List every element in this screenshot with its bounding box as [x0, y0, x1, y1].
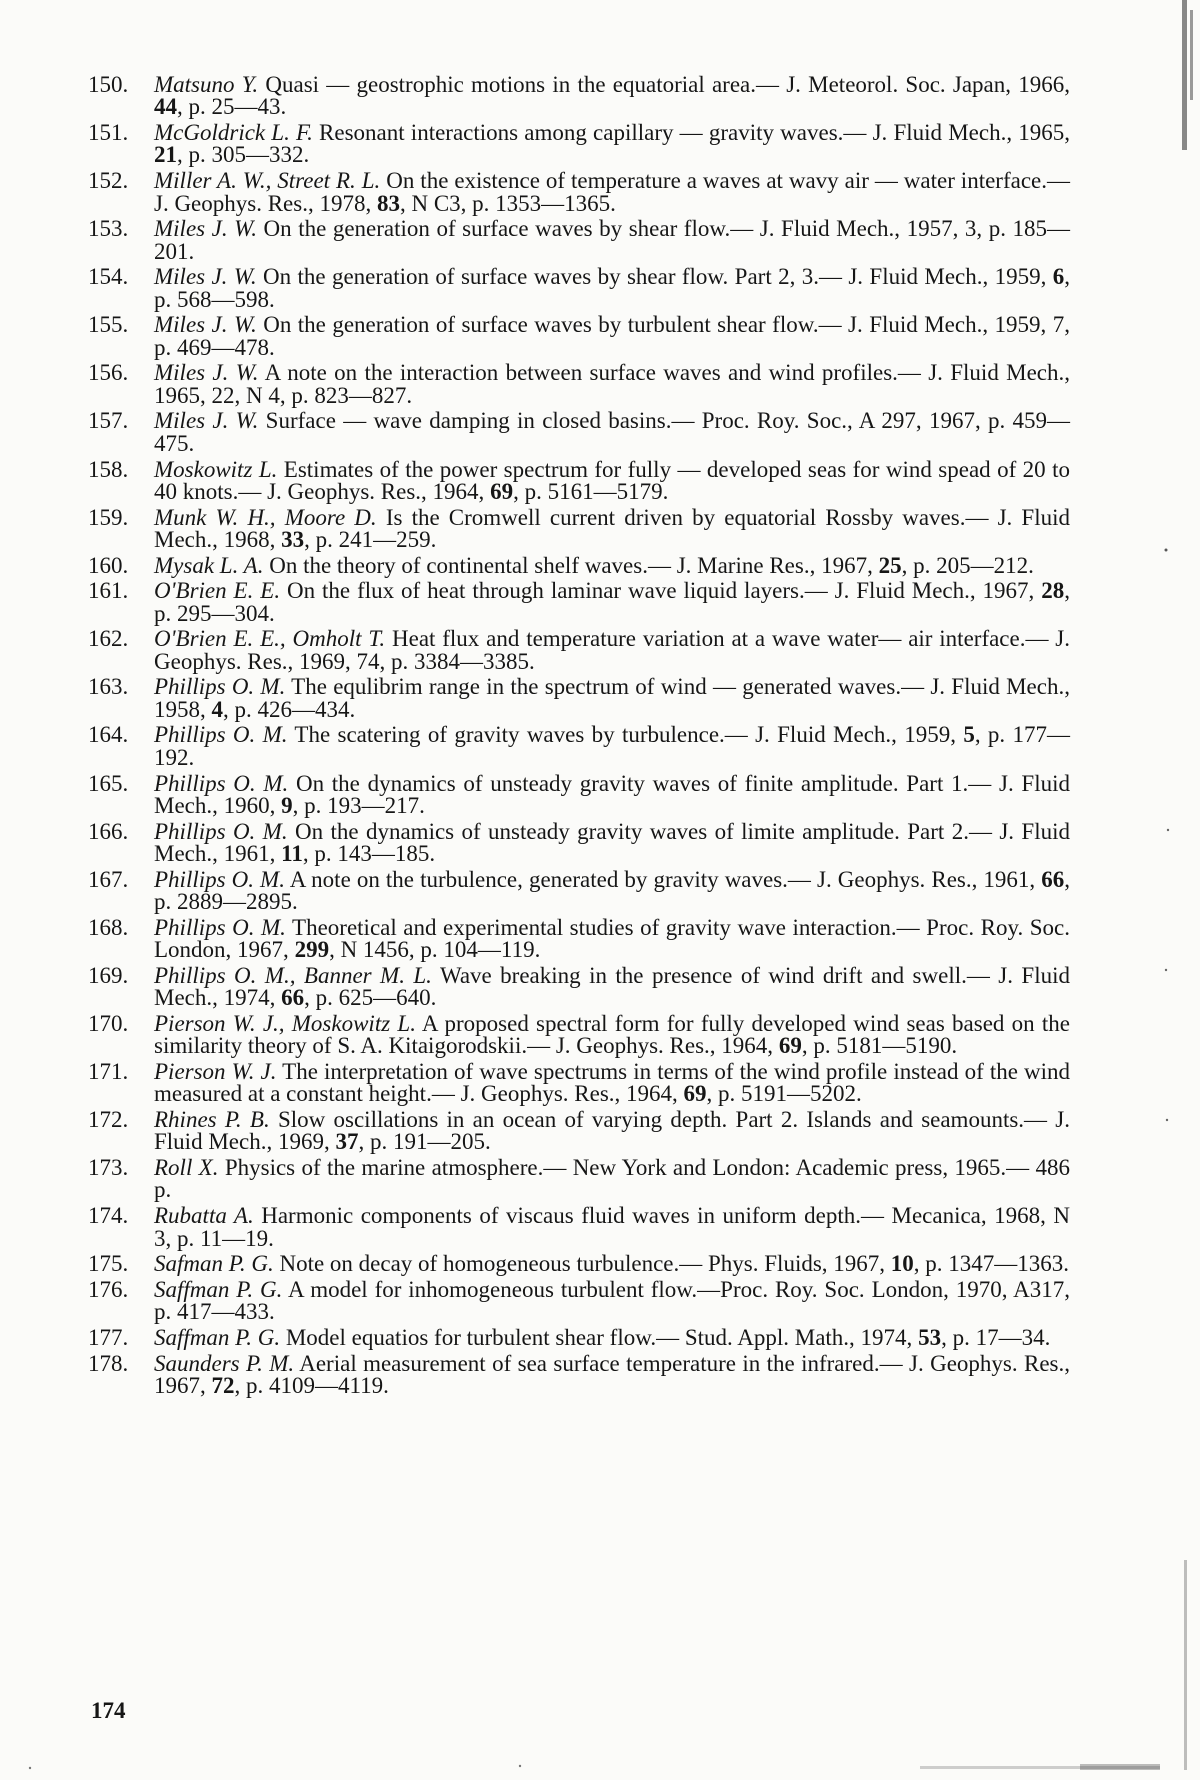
reference-volume: 44 [154, 94, 177, 120]
reference-text: Aerial measurement of sea surface temperature in the infrared.— J. Geophys. Res., 1967, [154, 1350, 1070, 1398]
reference-text: , p. 191—205. [358, 1129, 491, 1155]
reference-item [88, 724, 1070, 769]
reference-volume: 25 [878, 552, 902, 578]
reference-authors: Phillips O. M., Banner M. L. [154, 962, 432, 988]
reference-volume: 66 [281, 985, 305, 1011]
reference-authors: Phillips O. M. [154, 818, 288, 844]
reference-volume: 83 [376, 190, 400, 216]
reference-volume: 69 [683, 1081, 707, 1107]
reference-text: On the dynamics of unsteady gravity waves of finite amplitude. Part 1.— J. Fluid Mech., 1960, [154, 770, 1070, 818]
reference-number: 162. [88, 626, 129, 652]
reference-text: , p. 5181—5190. [801, 1033, 958, 1059]
reference-item [88, 676, 1070, 721]
reference-text: , p. 5161—5179. [513, 478, 669, 504]
reference-volume: 5 [963, 722, 975, 748]
reference-text: On the generation of surface waves by shear flow. Part 2, 3.— J. Fluid Mech., 1959, [256, 264, 1053, 290]
reference-item [88, 456, 1070, 504]
reference-item [88, 504, 1070, 552]
reference-authors: Miles J. W. [154, 216, 257, 242]
reference-volume: 72 [211, 1372, 235, 1398]
reference-item [88, 170, 1070, 215]
reference-volume: 53 [918, 1324, 942, 1350]
reference-text: Theoretical and experimental studies of gravity wave interaction.— Proc. Roy. Soc. London, 1967, [154, 914, 1070, 963]
reference-item [88, 122, 1070, 167]
reference-item [88, 914, 1070, 963]
reference-text: On the existence of temperature a waves at wavy air — water interface.— J. Geophys. Res., 1978, [154, 168, 1070, 216]
reference-authors: Rhines P. B. [154, 1106, 270, 1132]
reference-text: , p. 241—259. [304, 526, 437, 552]
reference-text: Heat flux and temperature variation at a wave water— air interface.— J. Geophys. Res., 1969, 74, p. 3384—3385. [154, 626, 1071, 674]
reference-authors: O'Brien E. E., Omholt T. [154, 626, 386, 652]
reference-text: A note on the interaction between surface waves and wind profiles.— J. Fluid Mech., 1965, 22, N 4, p. 823—827. [154, 360, 1071, 408]
reference-number: 160. [88, 552, 129, 578]
reference-authors: Saffman P. G. [154, 1324, 281, 1350]
reference-authors: Phillips O. M. [154, 770, 289, 796]
reference-number: 170. [88, 1010, 129, 1036]
reference-text: Estimates of the power spectrum for fully — developed seas for wind spead of 20 to 40 knots.— J. Geophys. Res., 1964, [154, 456, 1070, 504]
reference-text: , p. 2889—2895. [154, 866, 1070, 915]
reference-item [88, 1205, 1070, 1250]
reference-item [88, 266, 1070, 311]
reference-volume: 10 [890, 1251, 914, 1277]
reference-authors: Phillips O. M. [154, 914, 286, 940]
reference-volume: 299 [294, 937, 330, 963]
page-number: 174 [91, 1698, 126, 1723]
reference-number: 178. [88, 1350, 129, 1376]
reference-item [88, 1276, 1070, 1325]
reference-volume: 28 [1041, 578, 1065, 604]
reference-item [88, 314, 1070, 359]
reference-text: , p. 625—640. [304, 985, 437, 1011]
reference-volume: 21 [154, 142, 177, 168]
reference-text: The equlibrim range in the spectrum of wind — generated waves.— J. Fluid Mech., 1958, [154, 674, 1070, 722]
reference-text: On the flux of heat through laminar wave liquid layers.— J. Fluid Mech., 1967, [280, 578, 1042, 604]
reference-number: 176. [88, 1276, 129, 1302]
reference-text: Is the Cromwell current driven by equatorial Rossby waves.— J. Fluid Mech., 1968, [154, 504, 1070, 552]
reference-number: 174. [88, 1203, 129, 1229]
reference-item [88, 1010, 1070, 1059]
reference-text: The interpretation of wave spectrums in terms of the wind profile instead of the wind measured at a constant height.— J. Geophys. Res., 1964, [154, 1058, 1071, 1107]
reference-number: 169. [88, 962, 129, 988]
reference-text: Quasi — geostrophic motions in the equatorial area.— J. Meteorol. Soc. Japan, 1966, [258, 72, 1070, 97]
reference-item [88, 962, 1070, 1011]
reference-item [88, 770, 1070, 818]
reference-number: 168. [88, 914, 129, 940]
reference-number: 173. [88, 1155, 129, 1181]
reference-authors: Roll X. [154, 1155, 219, 1181]
reference-number: 163. [88, 674, 129, 700]
reference-text: On the theory of continental shelf waves.— J. Marine Res., 1967, [263, 552, 879, 578]
reference-text: , p. 1347—1363. [913, 1251, 1070, 1277]
reference-item [88, 362, 1070, 407]
reference-number: 172. [88, 1106, 129, 1132]
reference-text: , N 1456, p. 104—119. [329, 937, 541, 963]
scan-bottom-noise [0, 1754, 1200, 1780]
reference-number: 155. [88, 312, 129, 338]
reference-number: 164. [88, 722, 129, 748]
reference-item [88, 1058, 1071, 1107]
reference-text: Surface — wave damping in closed basins.— Proc. Roy. Soc., A 297, 1967, p. 459—475. [154, 408, 1070, 456]
reference-text: , N C3, p. 1353—1365. [399, 190, 616, 216]
reference-volume: 69 [778, 1033, 802, 1059]
reference-authors: Mysak L. A. [154, 552, 264, 578]
reference-item [88, 1106, 1070, 1155]
reference-item [88, 1157, 1070, 1202]
reference-authors: Miles J. W. [154, 408, 259, 434]
scan-edge-noise [1160, 0, 1200, 1780]
reference-authors: Phillips O. M. [154, 722, 288, 748]
reference-authors: Moskowitz L. [154, 456, 278, 482]
reference-number: 177. [88, 1324, 129, 1350]
reference-text: Wave breaking in the presence of wind drift and swell.— J. Fluid Mech., 1974, [154, 962, 1070, 1011]
reference-authors: Saffman P. G. [154, 1276, 283, 1302]
reference-text: On the generation of surface waves by turbulent shear flow.— J. Fluid Mech., 1959, 7, p. 469—478. [154, 312, 1070, 360]
reference-text: , p. 295—304. [154, 578, 1070, 626]
reference-text: Harmonic components of viscaus fluid waves in uniform depth.— Mecanica, 1968, N 3, p. 11—19. [154, 1203, 1070, 1251]
reference-authors: Safman P. G. [154, 1251, 274, 1277]
reference-volume: 33 [281, 526, 305, 552]
reference-number: 165. [88, 770, 129, 796]
reference-item [88, 818, 1070, 866]
reference-text: On the generation of surface waves by shear flow.— J. Fluid Mech., 1957, 3, p. 185—201. [154, 216, 1070, 264]
reference-number: 159. [88, 504, 129, 530]
reference-volume: 11 [281, 841, 303, 866]
reference-text: Note on decay of homogeneous turbulence.— Phys. Fluids, 1967, [273, 1251, 891, 1277]
reference-authors: Miles J. W. [154, 264, 257, 290]
reference-item [88, 1253, 1070, 1275]
reference-number: 171. [88, 1058, 129, 1084]
reference-number: 151. [88, 120, 129, 146]
reference-number: 158. [88, 456, 129, 482]
reference-number: 166. [88, 818, 129, 844]
reference-number: 157. [88, 408, 129, 434]
reference-item [88, 1350, 1070, 1398]
reference-item [88, 74, 1070, 119]
reference-text: , p. 568—598. [154, 264, 1071, 312]
reference-volume: 9 [281, 792, 293, 818]
reference-authors: Saunders P. M. [154, 1350, 295, 1376]
reference-authors: Miller A. W., Street R. L. [154, 168, 381, 194]
reference-authors: Miles J. W. [154, 360, 259, 386]
reference-item [88, 866, 1070, 915]
reference-text: , p. 17—34. [941, 1324, 1051, 1350]
reference-authors: McGoldrick L. F. [154, 120, 313, 146]
reference-authors: Matsuno Y. [154, 72, 259, 97]
reference-volume: 66 [1041, 866, 1065, 892]
reference-text: , p. 193—217. [292, 792, 425, 818]
reference-text: , p. 305—332. [177, 142, 310, 168]
reference-authors: Miles J. W. [154, 312, 257, 338]
reference-authors: Rubatta A. [154, 1203, 254, 1229]
reference-text: , p. 426—434. [223, 696, 356, 722]
reference-item [88, 580, 1070, 625]
reference-number: 153. [88, 216, 129, 242]
reference-text: The scatering of gravity waves by turbulence.— J. Fluid Mech., 1959, [287, 722, 964, 748]
reference-number: 161. [88, 578, 129, 604]
reference-volume: 6 [1052, 264, 1065, 290]
reference-text: Slow oscillations in an ocean of varying depth. Part 2. Islands and seamounts.— J. Fluid Mech., 1969, [154, 1106, 1070, 1155]
reference-text: Physics of the marine atmosphere.— New York and London: Academic press, 1965.— 486 p. [154, 1155, 1070, 1203]
reference-authors: Phillips O. M. [154, 866, 285, 892]
reference-number: 154. [88, 264, 129, 290]
reference-authors: Pierson W. J., Moskowitz L. [154, 1010, 416, 1036]
reference-number: 152. [88, 168, 129, 194]
reference-item [88, 628, 1070, 673]
reference-authors: Phillips O. M. [154, 674, 286, 700]
reference-text: , p. 5191—5202. [706, 1081, 862, 1107]
reference-text: A proposed spectral form for fully developed wind seas based on the similarity theory of S. A. Kitaigorodskii.— J. Geophys. Res., 1964, [154, 1010, 1070, 1059]
reference-item [88, 1324, 1070, 1350]
reference-number: 167. [88, 866, 129, 892]
reference-authors: Munk W. H., Moore D. [154, 504, 377, 530]
reference-item [88, 410, 1070, 455]
reference-text: , p. 205—212. [901, 552, 1034, 578]
reference-volume: 69 [490, 478, 514, 504]
reference-item [88, 218, 1070, 263]
reference-item [88, 552, 1070, 578]
reference-volume: 37 [335, 1129, 359, 1155]
reference-authors: O'Brien E. E. [154, 578, 281, 604]
reference-text: A note on the turbulence, generated by gravity waves.— J. Geophys. Res., 1961, [284, 866, 1042, 892]
reference-text: , p. 25—43. [177, 94, 287, 120]
reference-text: A model for inhomogeneous turbulent flow.—Proc. Roy. Soc. London, 1970, A317, p. 417—433. [154, 1276, 1070, 1325]
reference-number: 150. [88, 72, 129, 97]
reference-text: Model equatios for turbulent shear flow.— Stud. Appl. Math., 1974, [280, 1324, 919, 1350]
reference-list [88, 74, 1070, 1401]
reference-text: , p. 4109—4119. [234, 1372, 389, 1398]
reference-text: On the dynamics of unsteady gravity waves of limite amplitude. Part 2.— J. Fluid Mech., 1961, [154, 818, 1070, 866]
reference-volume: 4 [211, 696, 223, 722]
reference-text: , p. 143—185. [302, 841, 436, 866]
reference-number: 156. [88, 360, 129, 386]
reference-number: 175. [88, 1251, 129, 1277]
reference-text: Resonant interactions among capillary — gravity waves.— J. Fluid Mech., 1965, [312, 120, 1070, 146]
reference-text: , p. 177—192. [154, 722, 1070, 770]
reference-authors: Pierson W. J. [154, 1058, 277, 1084]
